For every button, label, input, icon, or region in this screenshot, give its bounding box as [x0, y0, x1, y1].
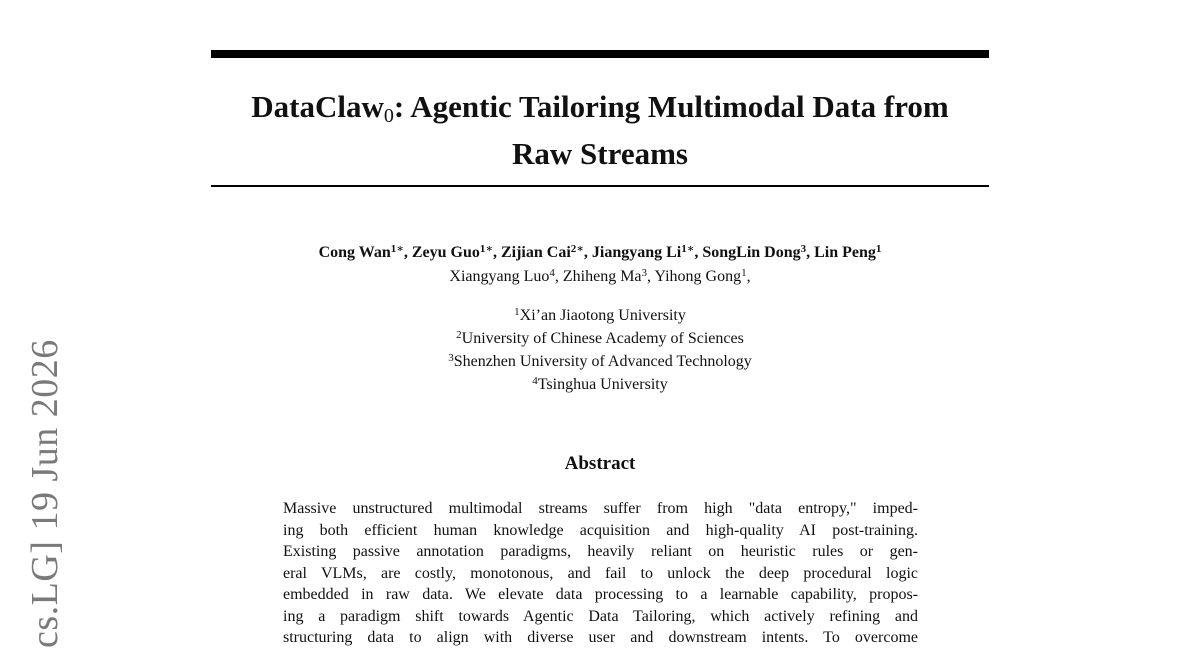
- author-separator: ,: [647, 268, 655, 285]
- author-affiliation-mark: 1∗: [390, 243, 404, 255]
- arxiv-watermark: cs.LG] 19 Jun 2026: [24, 339, 66, 648]
- author-name: Cong Wan: [318, 244, 391, 261]
- title-suffix: : Agentic Tailoring Multimodal Data from: [393, 89, 949, 124]
- author-block: [211, 241, 989, 289]
- author-name: Xiangyang Luo: [449, 268, 550, 285]
- affiliation-mark: 1: [514, 306, 520, 318]
- author-line-1: [211, 241, 989, 265]
- affiliation-item: [211, 327, 989, 350]
- title-prefix: DataClaw: [251, 89, 384, 124]
- author-affiliation-mark: 3: [641, 267, 648, 279]
- title-bottom-rule: [211, 185, 989, 187]
- author-name: Jiangyang Li: [591, 244, 682, 261]
- affiliation-name: Shenzhen University of Advanced Technology: [453, 353, 752, 370]
- title-line-2: Raw Streams: [512, 136, 688, 171]
- author-affiliation-mark: 1∗: [681, 243, 695, 255]
- abstract-line: ing a paradigm shift towards Agentic Data Tailoring, which actively refining and: [283, 607, 918, 625]
- paper-title: [211, 88, 989, 173]
- abstract-body: [283, 498, 918, 648]
- affiliation-name: Xi’an Jiaotong University: [519, 307, 686, 324]
- abstract-line: eral VLMs, are costly, monotonous, and fail to unlock the deep procedural logic: [283, 564, 918, 582]
- author-separator: ,: [583, 244, 592, 261]
- affiliation-item: [211, 304, 989, 327]
- author-affiliation-mark: 1∗: [479, 243, 493, 255]
- author-separator: ,: [403, 244, 412, 261]
- abstract-line: Existing passive annotation paradigms, heavily reliant on heuristic rules or gen-: [283, 543, 918, 560]
- author-separator: ,: [746, 268, 751, 285]
- author-affiliation-mark: 4: [549, 267, 555, 279]
- affiliation-mark: 4: [532, 375, 538, 387]
- author-affiliation-mark: 2∗: [570, 243, 584, 255]
- abstract-line: embedded in raw data. We elevate data processing to a learnable capability, propos-: [283, 586, 918, 603]
- affiliation-mark: 3: [448, 352, 454, 364]
- affiliation-item: [211, 350, 989, 373]
- author-separator: ,: [806, 244, 815, 261]
- affiliation-mark: 2: [456, 329, 462, 341]
- author-name: Yihong Gong: [654, 268, 742, 285]
- author-affiliation-mark: 1: [875, 243, 882, 255]
- affiliation-block: [211, 304, 989, 396]
- abstract-line: structuring data to align with diverse user and downstream intents. To overcome: [283, 629, 918, 646]
- author-name: Lin Peng: [814, 244, 876, 261]
- author-affiliation-mark: 1: [741, 267, 747, 279]
- author-affiliation-mark: 3: [800, 243, 807, 255]
- affiliation-item: [211, 373, 989, 396]
- author-separator: ,: [694, 244, 703, 261]
- title-top-rule: [211, 50, 989, 58]
- author-name: Zhiheng Ma: [562, 268, 642, 285]
- title-subscript: 0: [383, 105, 394, 127]
- affiliation-name: University of Chinese Academy of Sciences: [461, 330, 744, 347]
- abstract-heading: Abstract: [564, 453, 636, 474]
- author-name: SongLin Dong: [702, 244, 801, 261]
- affiliation-name: Tsinghua University: [537, 376, 668, 393]
- author-separator: ,: [492, 244, 501, 261]
- abstract-line: ing both efficient human knowledge acquisition and high-quality AI post-training.: [283, 521, 918, 539]
- author-name: Zijian Cai: [500, 244, 571, 261]
- author-separator: ,: [554, 268, 563, 285]
- author-name: Zeyu Guo: [411, 244, 480, 261]
- author-line-2: [211, 265, 989, 289]
- abstract-line: Massive unstructured multimodal streams suffer from high "data entropy," imped-: [283, 500, 918, 517]
